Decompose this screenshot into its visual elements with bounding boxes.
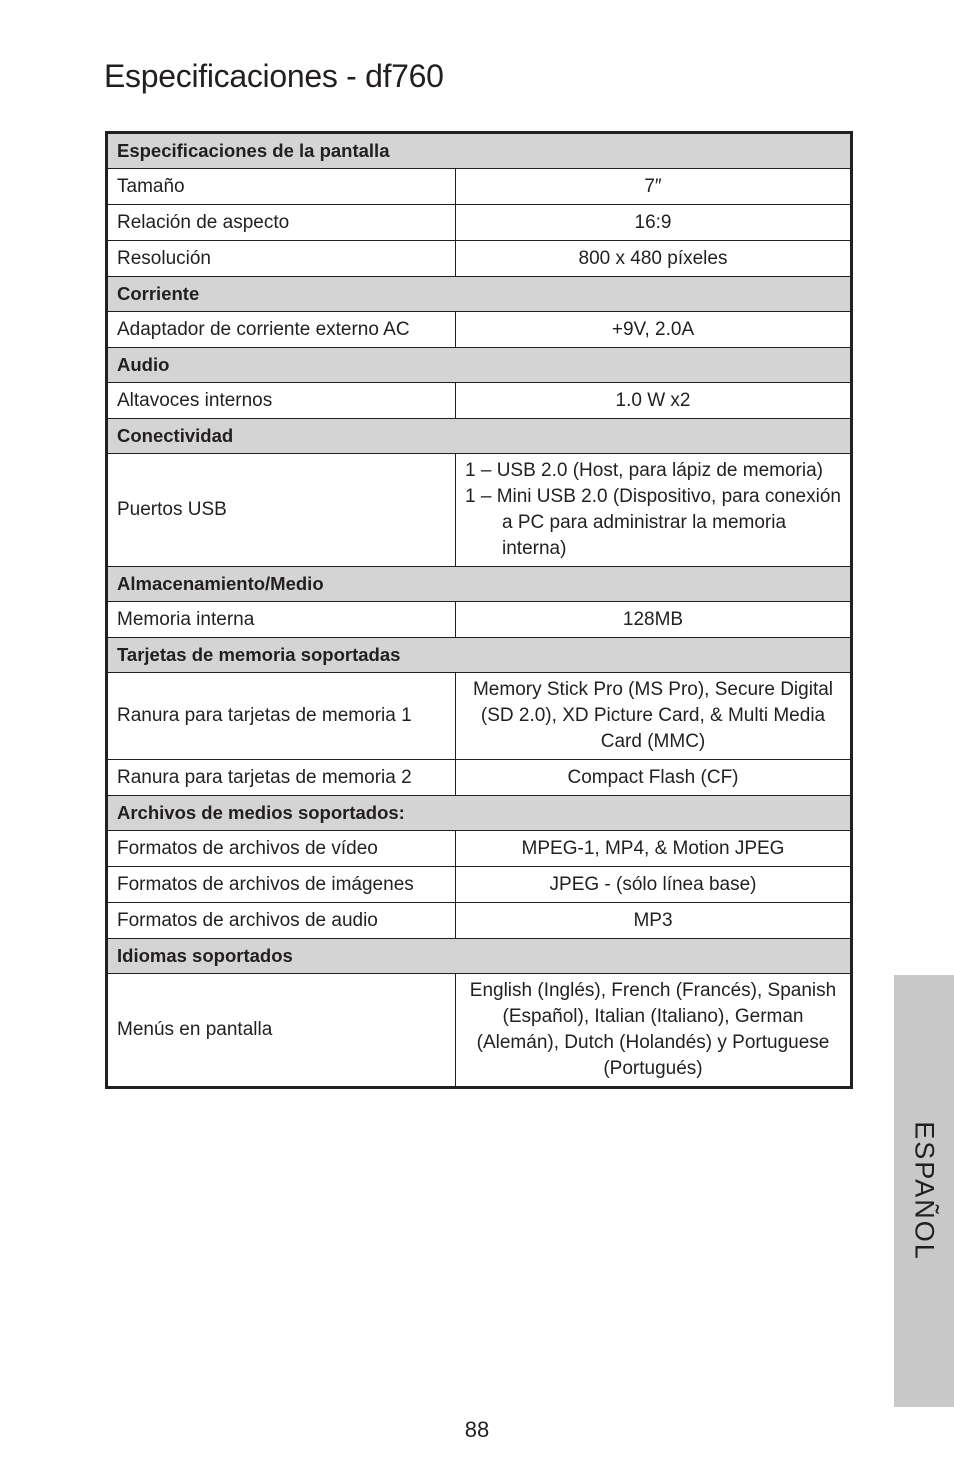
- spec-value-list: [456, 454, 852, 567]
- spec-label: Altavoces internos: [107, 383, 456, 419]
- section-heading-label: Especificaciones de la pantalla: [107, 133, 852, 169]
- spec-value: MPEG-1, MP4, & Motion JPEG: [456, 831, 852, 867]
- spec-label: Formatos de archivos de imágenes: [107, 867, 456, 903]
- section-heading-audio: [107, 348, 852, 383]
- spec-label: Puertos USB: [107, 454, 456, 567]
- spec-row-video-formats: [107, 831, 852, 867]
- spec-row-internal-memory: [107, 602, 852, 638]
- section-heading-storage: [107, 567, 852, 602]
- spec-row-audio-formats: [107, 903, 852, 939]
- spec-label: Memoria interna: [107, 602, 456, 638]
- section-heading-label: Conectividad: [107, 419, 852, 454]
- spec-value: Memory Stick Pro (MS Pro), Secure Digital (SD 2.0), XD Picture Card, & Multi Media Card (MMC): [456, 673, 852, 760]
- spec-row-card-slot-2: [107, 760, 852, 796]
- spec-value: 800 x 480 píxeles: [456, 241, 852, 277]
- section-heading-label: Corriente: [107, 277, 852, 312]
- spec-row-resolution: [107, 241, 852, 277]
- spec-label: Formatos de archivos de vídeo: [107, 831, 456, 867]
- spec-label: Tamaño: [107, 169, 456, 205]
- spec-label: Adaptador de corriente externo AC: [107, 312, 456, 348]
- spec-row-image-formats: [107, 867, 852, 903]
- spec-label: Menús en pantalla: [107, 974, 456, 1088]
- spec-value: Compact Flash (CF): [456, 760, 852, 796]
- spec-value: 16:9: [456, 205, 852, 241]
- spec-value: 7″: [456, 169, 852, 205]
- specifications-table: [105, 131, 853, 1089]
- section-heading-display: [107, 133, 852, 169]
- section-heading-memory-cards: [107, 638, 852, 673]
- page-title: Especificaciones - df760: [104, 58, 444, 94]
- spec-value: English (Inglés), French (Francés), Spanish (Español), Italian (Italiano), German (Alemán), Dutch (Holandés) y Portuguese (Portugués): [456, 974, 852, 1088]
- language-side-tab: [894, 975, 954, 1407]
- spec-row-card-slot-1: [107, 673, 852, 760]
- section-heading-label: Archivos de medios soportados:: [107, 796, 852, 831]
- spec-label: Formatos de archivos de audio: [107, 903, 456, 939]
- section-heading-label: Audio: [107, 348, 852, 383]
- spec-row-power-adapter: [107, 312, 852, 348]
- section-heading-connectivity: [107, 419, 852, 454]
- spec-label: Ranura para tarjetas de memoria 1: [107, 673, 456, 760]
- spec-value: 128MB: [456, 602, 852, 638]
- section-heading-label: Tarjetas de memoria soportadas: [107, 638, 852, 673]
- spec-label: Relación de aspecto: [107, 205, 456, 241]
- spec-row-speakers: [107, 383, 852, 419]
- page-number: 88: [464, 1417, 490, 1442]
- spec-value: JPEG - (sólo línea base): [456, 867, 852, 903]
- section-heading-power: [107, 277, 852, 312]
- section-heading-languages: [107, 939, 852, 974]
- spec-value: +9V, 2.0A: [456, 312, 852, 348]
- section-heading-label: Idiomas soportados: [107, 939, 852, 974]
- spec-row-aspect-ratio: [107, 205, 852, 241]
- list-item: 1 – Mini USB 2.0 (Dispositivo, para conexión a PC para administrar la memoria interna): [465, 486, 841, 559]
- spec-row-usb-ports: [107, 454, 852, 567]
- list-item: 1 – USB 2.0 (Host, para lápiz de memoria): [465, 460, 823, 481]
- section-heading-media-files: [107, 796, 852, 831]
- spec-row-osd-menus: [107, 974, 852, 1088]
- spec-row-size: [107, 169, 852, 205]
- spec-value: 1.0 W x2: [456, 383, 852, 419]
- spec-label: Ranura para tarjetas de memoria 2: [107, 760, 456, 796]
- spec-label: Resolución: [107, 241, 456, 277]
- spec-value: MP3: [456, 903, 852, 939]
- section-heading-label: Almacenamiento/Medio: [107, 567, 852, 602]
- language-tab-label: ESPAÑOL: [909, 1121, 940, 1261]
